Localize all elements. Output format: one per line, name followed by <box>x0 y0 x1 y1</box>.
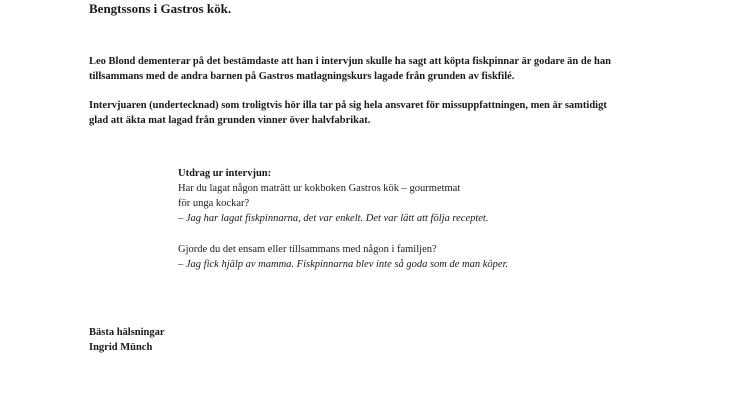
interview-question-line: Gjorde du det ensam eller tillsammans med någon i familjen? <box>178 244 437 255</box>
paragraph-line: tillsammans med de andra barnen på Gastros matlagningskurs lagade från grunden av fiskfilé. <box>89 71 515 82</box>
document-heading: Bengtssons i Gastros kök. <box>89 1 232 16</box>
interview-answer: – Jag har lagat fiskpinnarna, det var enkelt. Det var lätt att följa receptet. <box>178 213 489 224</box>
paragraph-apology <box>89 98 669 128</box>
paragraph-line: Intervjuaren (undertecknad) som troligtvis hör illa tar på sig hela ansvaret för missuppfattningen, men är samtidigt <box>89 100 607 111</box>
excerpt-title: Utdrag ur intervjun: <box>178 168 272 179</box>
interview-question-line: Har du lagat någon maträtt ur kokboken Gastros kök – gourmetmat <box>178 183 461 194</box>
signoff-greeting: Bästa hälsningar <box>89 327 165 338</box>
paragraph-line: Leo Blond dementerar på det bestämdaste att han i intervjun skulle ha sagt att köpta fiskpinnar är godare än de han <box>89 56 611 67</box>
signoff <box>89 325 165 355</box>
interview-excerpt-2 <box>178 242 598 272</box>
signoff-name: Ingrid Münch <box>89 342 153 353</box>
interview-excerpt-1 <box>178 166 598 226</box>
paragraph-denial <box>89 54 669 84</box>
interview-answer: – Jag fick hjälp av mamma. Fiskpinnarna blev inte så goda som de man köper. <box>178 259 509 270</box>
paragraph-line: glad att äkta mat lagad från grunden vinner över halvfabrikat. <box>89 115 371 126</box>
interview-question-line: för unga kockar? <box>178 198 250 209</box>
